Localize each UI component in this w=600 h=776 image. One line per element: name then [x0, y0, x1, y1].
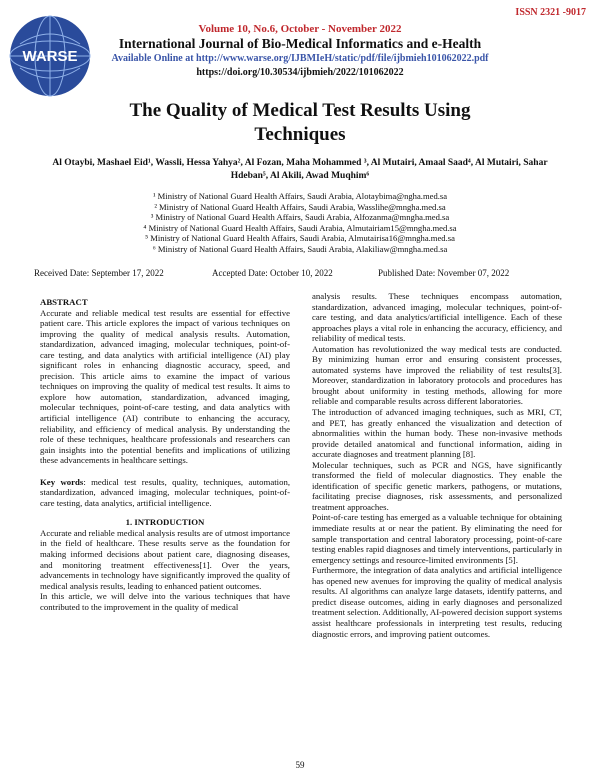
intro-paragraph-2: In this article, we will delve into the various techniques that have contributed to the improvement in the quality of medical [40, 591, 290, 612]
body-paragraph: The introduction of advanced imaging techniques, such as MRI, CT, and PET, has greatly enhanced the visualization and detection of abnormalities within the human body. These non-invasive methods provide detailed anatomical and functional information, aiding in accurate diagnoses and treatment planning [8]. [312, 407, 562, 460]
page-number: 59 [295, 760, 305, 770]
affiliation-item: ¹ Ministry of National Guard Health Affairs, Saudi Arabia, Alotaybima@ngha.med.sa [152, 191, 448, 201]
available-online-link[interactable]: Available Online at http://www.warse.org/IJBMIeH/static/pdf/file/ijbmieh101062022.pdf [111, 53, 489, 64]
intro-paragraph-1: Accurate and reliable medical analysis results are of utmost importance in the field of healthcare. These results serve as the foundation for making informed decisions about patient care, diagnosing diseases, and monitoring treatment effectiveness[1]. Over the years, advancements in technology have significantly improved the quality of medical analysis results, leading to enhanced patient outcomes. [40, 527, 291, 591]
keywords [40, 477, 290, 509]
doi-link[interactable]: https://doi.org/10.30534/ijbmieh/2022/101062022 [196, 67, 404, 78]
right-column [312, 291, 562, 639]
keywords-label: Key words [40, 476, 84, 487]
body-paragraph: Automation has revolutionized the way medical tests are conducted. By minimizing human error and ensuring consistent processes, automated systems have improved the reliability of test results[3]. Moreover, standardization in laboratory protocols and procedures has brought about uniformity in testing methods, allowing for more reliable and comparable results across different laboratories. [312, 343, 562, 407]
affiliation-item: ⁴ Ministry of National Guard Health Affairs, Saudi Arabia, Almutairiam15@mngha.med.sa [143, 222, 457, 233]
abstract-heading: ABSTRACT [40, 297, 88, 307]
paper-title: The Quality of Medical Test Results Using Techniques [129, 100, 471, 145]
received-date: Received Date: September 17, 2022 [34, 268, 164, 278]
body-paragraph: Point-of-care testing has emerged as a valuable technique for obtaining immediate results at or near the patient. By eliminating the need for sample transportation and central laboratory processing, point-of-care testing enables rapid diagnoses and timely interventions, particularly in emergency settings and resource-limited environments [5]. [312, 512, 562, 565]
journal-title: International Journal of Bio-Medical Informatics and e-Health [118, 36, 482, 51]
affiliation-item: ² Ministry of National Guard Health Affairs, Saudi Arabia, Wasslihe@mngha.med.sa [154, 201, 446, 212]
volume-line: Volume 10, No.6, October - November 2022 [198, 23, 402, 35]
intro-heading: 1. INTRODUCTION [125, 517, 205, 528]
affiliation-list [0, 191, 600, 255]
affiliation-item: ⁶ Ministry of National Guard Health Affairs, Saudi Arabia, Alakiliaw@mngha.med.sa [152, 243, 448, 254]
abstract-text: Accurate and reliable medical test results are essential for effective patient care. This article explores the impact of various techniques on improving the quality of medical analysis results. Automation, standardization, advanced imaging, molecular techniques, point-of-care testing, and data analytics with artificial intelligence (AI) play significant roles in enhancing diagnostic accuracy, speed, and precision. This article aims to examine the impact of various techniques on improving the quality of medical test results. It aims to explore how automation, standardization, advanced imaging, molecular techniques, point-of-care testing, and data analytics with artificial intelligence (AI) contribute to enhancing the accuracy, reliability, and efficiency of medical analysis. By understanding the role of these techniques, healthcare professionals and researchers can gain insights into the potential benefits and implications of utilizing these advancements in healthcare settings. [40, 307, 290, 466]
affiliation-item: ³ Ministry of National Guard Health Affairs, Saudi Arabia, Alfozanma@mngha.med.sa [150, 212, 450, 223]
keywords-text: : medical test results, quality, techniques, automation, standardization, advanced imaging, molecular techniques, point-of-care testing, data analytics, artificial intelligence. [40, 476, 291, 508]
issn-label: ISSN 2321 -9017 [515, 7, 586, 18]
author-list: Al Otaybi, Mashael Eid¹, Wassli, Hessa Yahya², Al Fozan, Maha Mohammed ³, Al Mutairi, Amaal Saad⁴, Al Mutairi, Sahar Hdeban⁵, Al Akili, Awad Muqhim⁶ [52, 158, 548, 181]
body-paragraph: Furthermore, the integration of data analytics and artificial intelligence has opened new avenues for improving the quality of medical analysis results. AI algorithms can analyze large datasets, identify patterns, and predict disease outcomes, aiding in early diagnoses and personalized treatment selection. Additionally, AI-powered decision support systems assist healthcare professionals in interpreting test results, reducing diagnostic errors, and improving patient outcomes. [312, 565, 562, 639]
accepted-date: Accepted Date: October 10, 2022 [212, 268, 333, 278]
published-date: Published Date: November 07, 2022 [378, 268, 510, 278]
affiliation-item: ⁵ Ministry of National Guard Health Affairs, Saudi Arabia, Almutairisa16@mngha.med.sa [145, 233, 455, 244]
body-paragraph: Molecular techniques, such as PCR and NGS, have significantly transformed the field of molecular diagnostics. They enable the identification of specific genetic markers, pathogens, or mutations, facilitating precise diagnoses, risk assessments, and personalized treatment approaches. [312, 459, 562, 512]
logo-text: WARSE [22, 48, 78, 65]
body-paragraph: analysis results. These techniques encompass automation, standardization, advanced imaging, molecular techniques, point-of-care testing, and data analytics/artificial intelligence. Each of these approaches plays a vital role in enhancing the accuracy, efficiency, and reliability of medical tests. [312, 291, 562, 344]
left-column [40, 297, 290, 612]
